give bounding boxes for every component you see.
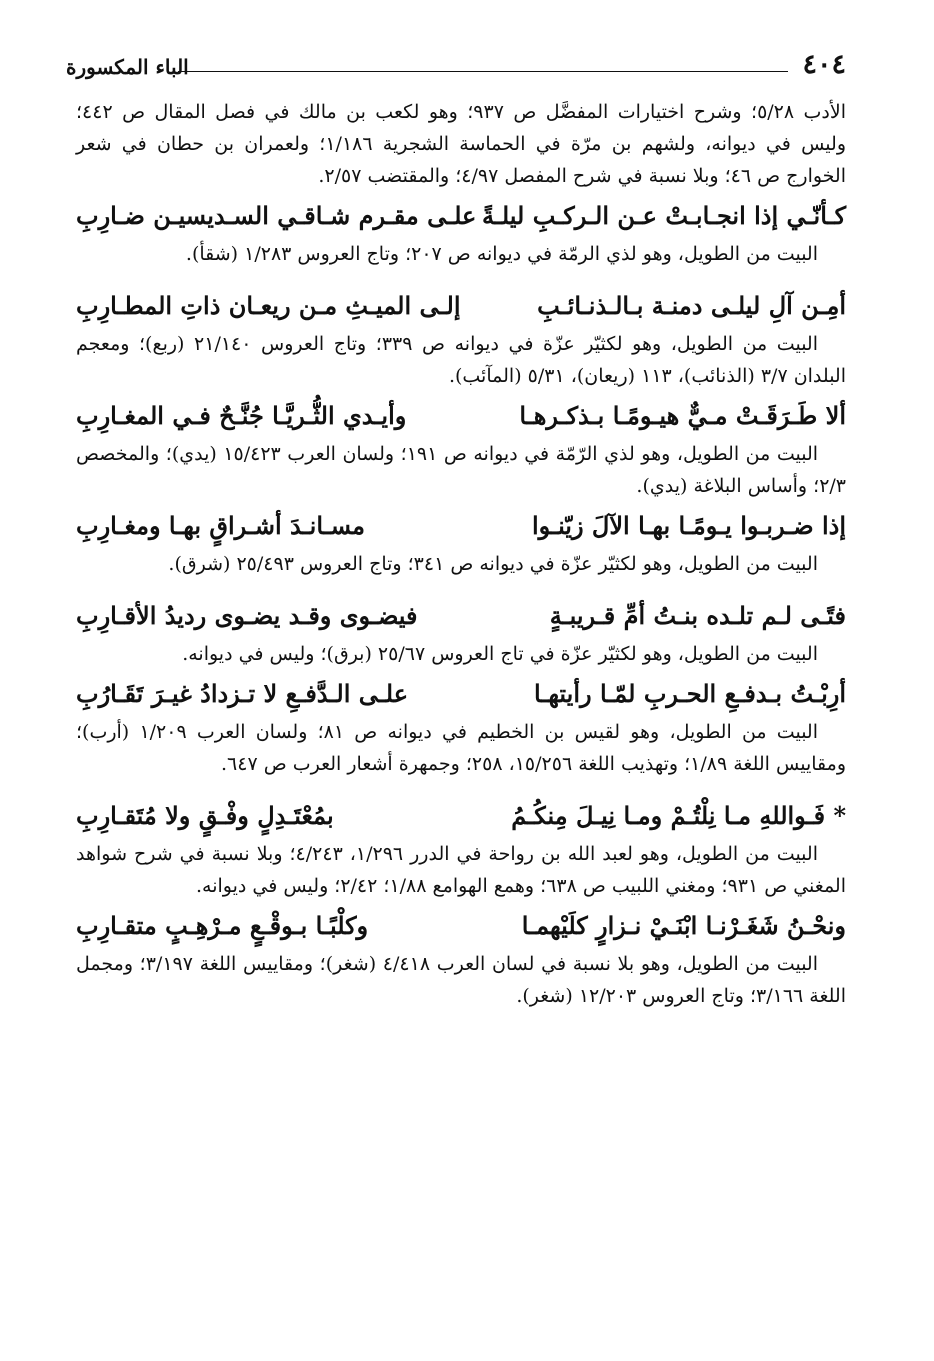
- verse-first-hemistich: أرِبْـتُ بـدفـعِ الحـربِ لمّـا رأيتهـا: [534, 679, 846, 708]
- verse-second-hemistich: علـى مقـرم شـاقـي السـديسيـن ضـارِبِ: [76, 201, 477, 230]
- verse-second-hemistich: مسـانـدَ أشـراقٍ بهـا ومغـارِبِ: [76, 511, 365, 540]
- verse-first-hemistich: * فَـواللهِ مـا نِلْتُـمْ ومـا نِيـلَ مِنكُـمُ: [511, 801, 846, 830]
- entry-note: البيت من الطويل، وهو لكثيّر عزّة في تاج العروس ٢٥/٦٧ (برق)؛ وليس في ديوانه.: [182, 643, 818, 665]
- entry-3: [76, 396, 846, 502]
- entry-note: البيت من الطويل، وهو لقيس بن الخطيم في ديوانه ص ٨١؛ ولسان العرب ١/٢٠٩ (أرب)؛ ومقاييس اللغة ١/٨٩؛ وتهذيب اللغة ١٥/٢٥٦، ٢٥٨؛ وجمهرة أشعار العرب ص ٦٤٧.: [76, 721, 846, 775]
- verse-first-hemistich: كـأنّـي إذا انجـابـتْ عـن الـركـبِ ليلـةً: [481, 201, 846, 230]
- verse-second-hemistich: فيضـوى وقـد يضـوى رديدُ الأقـارِبِ: [76, 601, 418, 630]
- entry-note: البيت من الطويل، وهو لكثيّر عزّة في ديوانه ص ٣٤١؛ وتاج العروس ٢٥/٤٩٣ (شرق).: [168, 553, 818, 575]
- entry-note: البيت من الطويل، وهو لذي الرّمّة في ديوانه ص ١٩١؛ ولسان العرب ١٥/٤٢٣ (يدي)؛ والمخصص ٢/٣؛ وأساس البلاغة (يدي).: [76, 443, 846, 497]
- header-rule: [178, 71, 788, 72]
- verse-line: [76, 906, 846, 946]
- verse-second-hemistich: وأيـدي الثُّـريَّـا جُنَّـحٌ فـي المغـارِبِ: [76, 401, 407, 430]
- verse-second-hemistich: بمُعْتَـدِلٍ وفْـقٍ ولا مُتَقـارِبِ: [76, 801, 334, 830]
- verse-second-hemistich: وكلْبًـا بـوقْـعٍ مـرْهِـبٍ متقـارِبِ: [76, 911, 369, 940]
- entry-note: البيت من الطويل، وهو لعبد الله بن رواحة في الدرر ١/٢٩٦، ٤/٢٤٣؛ وبلا نسبة في شرح شواهد المغني ص ٩٣١؛ ومغني اللبيب ص ٦٣٨؛ وهمع الهوامع ١/٨٨؛ ٢/٤٢؛ وليس في ديوانه.: [76, 843, 846, 897]
- verse-first-hemistich: فتًـى لـم تلـده بنـتُ أمِّ قـريبـةٍ: [549, 601, 846, 630]
- verse-second-hemistich: علـى الـدَّفـعِ لا تـزدادُ غيـرَ تَقَـارُبِ: [76, 679, 409, 708]
- verse-line: [76, 196, 846, 236]
- verse-line: [76, 396, 846, 436]
- entry-1: [76, 196, 846, 270]
- page-content: [76, 96, 846, 1012]
- verse-line: [76, 674, 846, 714]
- page-header: [66, 48, 846, 88]
- verse-line: [76, 286, 846, 326]
- verse-second-hemistich: إلـى الميـثِ مـن ريعـان ذاتِ المطـارِبِ: [76, 291, 461, 320]
- entry-2: [76, 286, 846, 392]
- entry-6: [76, 674, 846, 780]
- entry-note: البيت من الطويل، وهو بلا نسبة في لسان العرب ٤/٤١٨ (شغر)؛ ومقاييس اللغة ٣/١٩٧؛ ومجمل اللغة ٣/١٦٦؛ وتاج العروس ١٢/٢٠٣ (شغر).: [76, 953, 846, 1007]
- entry-note: البيت من الطويل، وهو لكثيّر عزّة في ديوانه ص ٣٣٩؛ وتاج العروس ٢١/١٤٠ (ربع)؛ ومعجم البلدان ٣/٧ (الذنائب)، ١١٣ (ريعان)، ٥/٣١ (المآئب).: [76, 333, 846, 387]
- verse-line: [76, 796, 846, 836]
- verse-first-hemistich: أمِـن آلِ ليلـى دمنـة بـالـذنـائـبِ: [537, 291, 846, 320]
- entry-note: البيت من الطويل، وهو لذي الرمّة في ديوانه ص ٢٠٧؛ وتاج العروس ١/٢٨٣ (شقأ).: [185, 243, 818, 265]
- verse-first-hemistich: ألا طَـرَقَـتْ مـيٌّ هيـومًـا بـذكـرهـا: [519, 401, 846, 430]
- entry-8: [76, 906, 846, 1012]
- entry-7: [76, 796, 846, 902]
- entry-4: [76, 506, 846, 580]
- running-title: الباء المكسورة: [66, 55, 189, 79]
- page-number: ٤٠٤: [802, 49, 846, 80]
- intro-paragraph: الأدب ٥/٢٨؛ وشرح اختيارات المفضَّل ص ٩٣٧؛ وهو لكعب بن مالك في فصل المقال ص ٤٤٢؛ وليس في ديوانه، ولشهم بن مرّة في الحماسة الشجرية ١/١٨٦؛ ولعمران بن حطان في شعر الخوارج ص ٤٦؛ وبلا نسبة في شرح المفصل ٤/٩٧؛ والمقتضب ٢/٥٧.: [76, 101, 846, 187]
- verse-line: [76, 596, 846, 636]
- verse-first-hemistich: إذا ضـربـوا يـومًـا بهـا الآلَ زيّنـوا: [531, 511, 846, 540]
- verse-line: [76, 506, 846, 546]
- entry-5: [76, 596, 846, 670]
- verse-first-hemistich: ونحْـنُ شَغَـرْنـا ابْنَـيْ نـزارٍ كلَيْهمـا: [521, 911, 846, 940]
